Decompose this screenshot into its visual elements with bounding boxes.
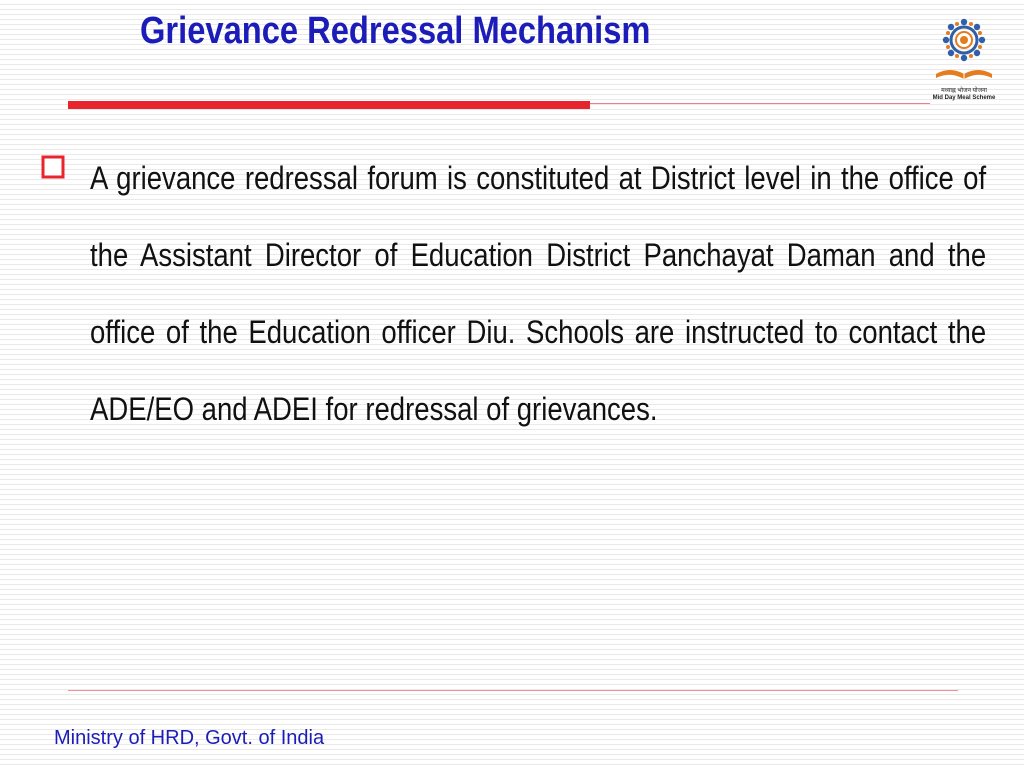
slide-title: Grievance Redressal Mechanism [140,10,651,52]
footer-text: Ministry of HRD, Govt. of India [54,727,325,749]
mid-day-meal-logo [926,16,1002,106]
logo-hindi-text: मध्याह्न भोजन योजना [941,88,987,94]
logo-emblem-icon [926,16,1002,86]
logo-english-text: Mid Day Meal Scheme [932,95,996,101]
title-underline-thin [590,103,930,104]
footer-divider [68,690,958,691]
bullet-paragraph: A grievance redressal forum is constituted at District level in the office of the Assistant Director of Education District Panchayat Daman and the office of the Education officer Diu. Schools are instructed to contact the ADE/EO and ADEI for redressal of grievances. [90,160,987,427]
title-underline-thick [68,101,590,109]
hollow-square-bullet-icon [41,155,65,179]
